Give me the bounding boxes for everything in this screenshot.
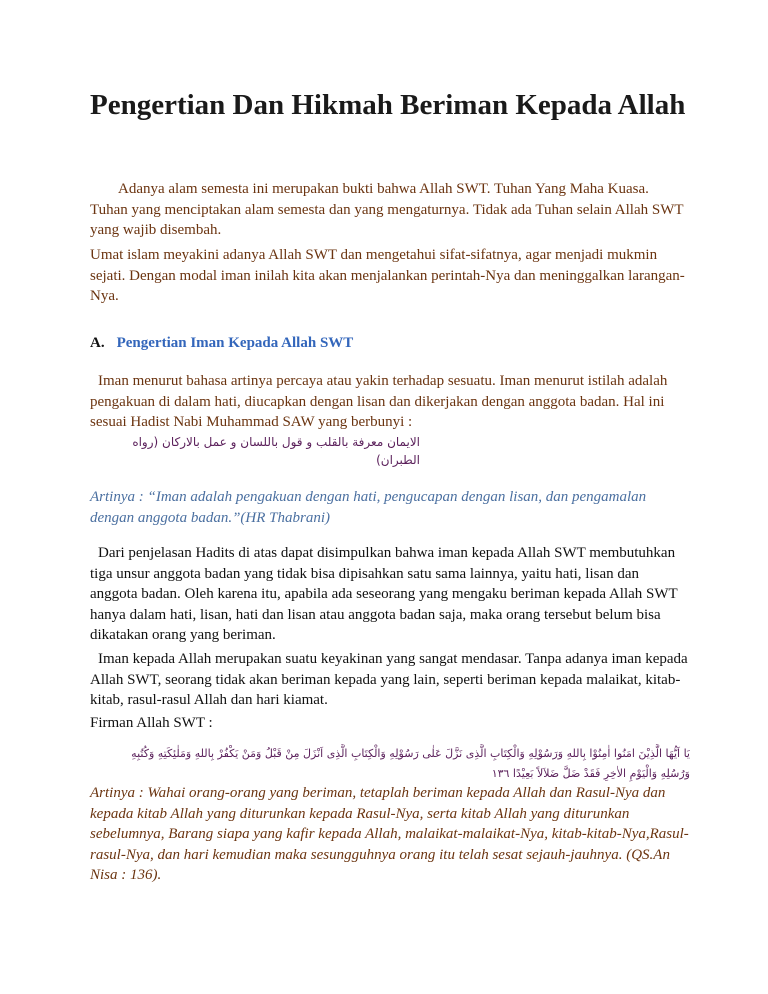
hadith-translation: Artinya : “Iman adalah pengakuan dengan hati, pengucapan dengan lisan, dan pengamalan dengan anggota badan.”(HR Thabrani): [90, 489, 647, 526]
intro-paragraph-2: Umat islam meyakini adanya Allah SWT dan mengetahui sifat-sifatnya, agar menjadi mukmin sejati. Dengan modal iman inilah kita akan menjalankan perintah-Nya dan meninggalkan larangan-Nya.: [90, 247, 685, 305]
section-a-label: Pengertian Iman Kepada Allah SWT: [116, 335, 354, 351]
verse-translation: Artinya : Wahai orang-orang yang beriman, tetaplah beriman kepada Allah dan Rasul-Nya dan kepada kitab Allah yang diturunkan kepada Rasul-Nya, serta kitab Allah yang diturunkan sebelumnya, Barang siapa yang kafir kepada Allah, malaikat-malaikat-Nya, kitab-kitab-Nya,Rasul-rasul-Nya, dan hari kemudian maka sesungguhnya orang itu telah sesat sejauh-jauhnya. (QS.An Nisa : 136).: [90, 785, 689, 884]
verse-arabic-line-1: يَا اَيُّهَا الَّذِيْنَ امَنُوا اٰمِنُوْا بِاللهِ وَرَسُوْلِهِ وَالْكِتَابِ الَّذِى نَزَّلَ عَلٰى رَسُوْلِهِ وَالْكِتَابِ الَّذِى اَنْزَلَ مِنْ قَبْلُ وَمَنْ يَكْفُرْ بِاللهِ وَمَلٰئِكَتِهِ وَكُتُبِهِ: [131, 747, 690, 760]
section-a-heading: [90, 333, 353, 353]
intro-paragraph-1: Adanya alam semesta ini merupakan bukti bahwa Allah SWT. Tuhan Yang Maha Kuasa. Tuhan yang menciptakan alam semesta dan yang mengaturnya. Tidak ada Tuhan selain Allah SWT yang wajib disembah.: [90, 181, 684, 239]
section-a-letter: A.: [90, 335, 105, 351]
hadith-arabic-text: الايمان معرفة بالقلب و قول باللسان و عمل بالاركان (رواه الطبران): [132, 435, 420, 467]
conclusion-paragraph-1: Dari penjelasan Hadits di atas dapat disimpulkan bahwa iman kepada Allah SWT membutuhkan tiga unsur anggota badan yang tidak bisa dipisahkan satu sama lainnya, yaitu hati, lisan dan anggota badan. Oleh karena itu, apabila ada seseorang yang mengaku beriman kepada Allah SWT hanya dalam hati, lisan, hati dan lisan atau anggota badan saja, maka orang tersebut belum bisa dikatakan orang yang beriman.: [90, 545, 678, 644]
page-title: Pengertian Dan Hikmah Beriman Kepada Allah: [90, 89, 686, 121]
conclusion-paragraph-2: Iman kepada Allah merupakan suatu keyakinan yang sangat mendasar. Tanpa adanya iman kepada Allah SWT, seorang tidak akan beriman kepada yang lain, seperti beriman kepada malaikat, kitab-kitab, rasul-rasul Allah dan hari kiamat.: [90, 651, 688, 709]
iman-definition-paragraph: Iman menurut bahasa artinya percaya atau yakin terhadap sesuatu. Iman menurut istilah adalah pengakuan di dalam hati, diucapkan dengan lisan dan dikerjakan dengan anggota badan. Hal ini sesuai Hadist Nabi Muhammad SAW yang berbunyi :: [90, 373, 668, 431]
firman-label: Firman Allah SWT :: [90, 715, 213, 731]
verse-arabic-line-2: وَرُسُلِهِ وَالْيَوْمِ الاٰخِرِ فَقَدْ ضَلَّ ضَلاَلاً بَعِيْدًا ١٣٦: [491, 767, 690, 780]
